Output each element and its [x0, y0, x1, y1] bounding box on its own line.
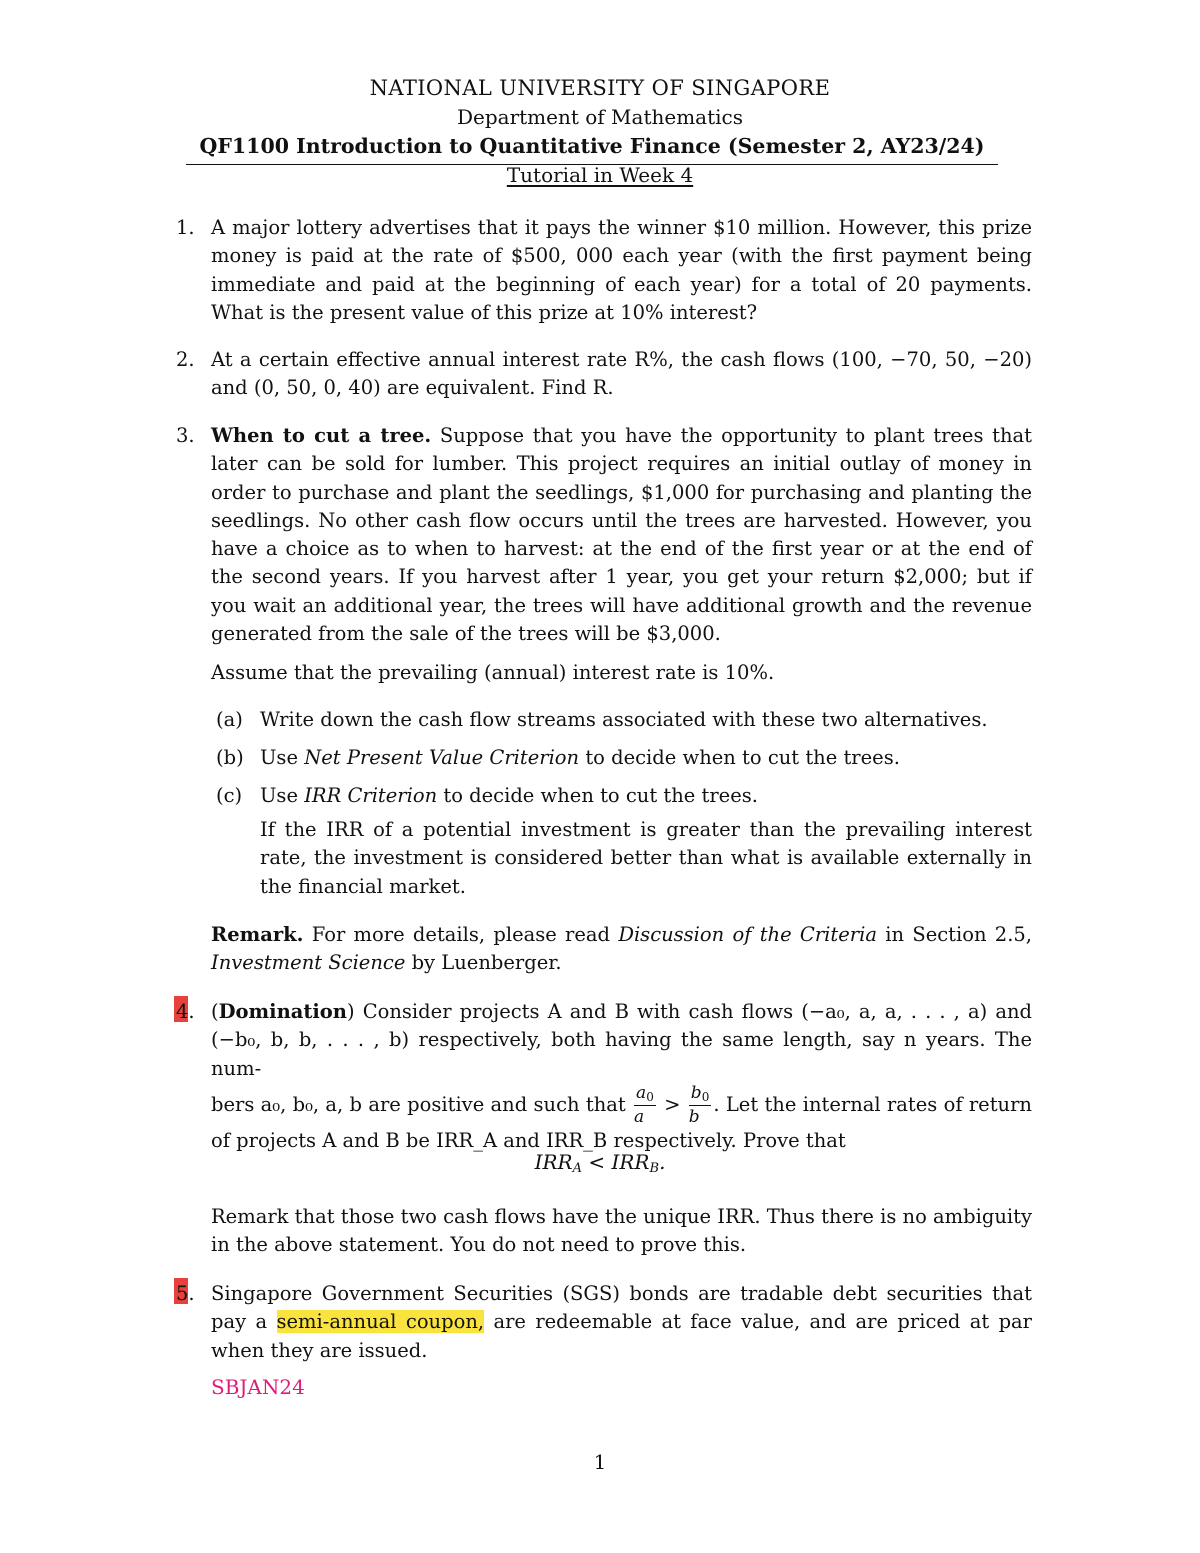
text-line: when they are issued. — [211, 1338, 428, 1362]
fraction-b0-over-b — [688, 1082, 712, 1127]
question-3 — [176, 422, 1032, 648]
text-fragment: pay a — [211, 1310, 268, 1334]
subquestion-b — [216, 744, 1032, 772]
text-line: seedlings. No other cash flow occurs until the trees are harvested. However, you — [211, 508, 1032, 532]
tutorial-title: Tutorial in Week 4 — [506, 163, 694, 187]
text-line: What is the present value of this prize at 10% interest? — [211, 300, 758, 324]
frac-numerator: a — [636, 1082, 647, 1103]
question-number — [176, 1280, 206, 1308]
section-title: Discussion of the Criteria — [618, 923, 877, 946]
question-number: 1. — [176, 216, 195, 239]
text-fragment: to decide when to cut the trees. — [579, 746, 900, 769]
text-line: order to purchase and plant the seedlings, $1,000 for purchasing and planting the — [211, 480, 1032, 504]
number-dot: . — [188, 1282, 195, 1305]
equation-term: IRR — [611, 1150, 650, 1174]
text-line: later can be sold for lumber. This project requires an initial outlay of money in — [211, 452, 1032, 476]
text-line — [211, 1083, 1032, 1127]
red-annotation-mark: 5 — [176, 1280, 188, 1308]
irr-note — [216, 816, 1032, 901]
criterion-name: IRR Criterion — [304, 784, 438, 807]
question-title: When to cut a tree. — [211, 424, 432, 447]
text-line: of projects A and B be IRR_A and IRR_B respectively. Prove that — [211, 1128, 846, 1152]
text-fragment: in Section 2.5, — [885, 923, 1033, 946]
text-fragment: Consider projects A and B with cash flows (−a₀, a, a, . . . , a) and — [362, 1000, 1032, 1023]
text-line: you wait an additional year, the trees will have additional growth and the revenue — [211, 593, 1032, 617]
question-title: Domination — [218, 1000, 347, 1023]
text-fragment: to decide when to cut the trees. — [437, 784, 758, 807]
frac-denominator: a — [634, 1106, 645, 1127]
text-line: generated from the sale of the trees will be $3,000. — [211, 622, 721, 646]
course-title-block — [186, 134, 998, 165]
frac-numerator: b — [690, 1082, 702, 1103]
text-line — [211, 422, 1032, 450]
university-name: NATIONAL UNIVERSITY OF SINGAPORE — [369, 76, 831, 100]
question-number — [176, 998, 206, 1026]
subquestion-a — [216, 706, 1032, 734]
text-line: money is paid at the rate of $500, 000 each year (with the first payment being — [211, 244, 1032, 268]
text-line: immediate and paid at the beginning of each year) for a total of 20 payments. — [211, 272, 1032, 296]
less-than: < — [588, 1150, 606, 1174]
fraction-a0-over-a — [634, 1082, 656, 1127]
text-line: A major lottery advertises that it pays the winner $10 million. However, this prize — [211, 216, 1032, 239]
text-line: At a certain effective annual interest rate R%, the cash flows (100, −70, 50, −20) — [211, 348, 1032, 371]
red-annotation-mark: 4 — [176, 998, 188, 1026]
text-line — [211, 921, 1032, 949]
greater-than: > — [664, 1092, 681, 1116]
remark-q3 — [176, 921, 1032, 978]
subquestion-label: (b) — [216, 746, 244, 769]
text-line: Assume that the prevailing (annual) interest rate is 10%. — [211, 661, 775, 684]
number-dot: . — [188, 1000, 195, 1023]
text-line: in the above statement. You do not need to prove this. — [211, 1233, 747, 1257]
question-number: 2. — [176, 348, 195, 371]
text-line: Remark that those two cash flows have the unique IRR. Thus there is no ambiguity — [211, 1205, 1032, 1228]
highlighted-text: semi-annual coupon, — [276, 1310, 485, 1334]
text-fragment: For more details, please read — [311, 923, 611, 946]
question-4 — [176, 998, 1032, 1155]
question-2 — [176, 346, 1032, 403]
text-line: If the IRR of a potential investment is greater than the prevailing interest — [260, 818, 1032, 841]
question-number: 3. — [176, 424, 195, 447]
frac-denominator: b — [688, 1106, 700, 1127]
remark-label: Remark. — [211, 923, 304, 946]
close-paren: ) — [346, 1000, 355, 1023]
subquestion-label: (a) — [216, 708, 243, 731]
subquestion-c — [216, 782, 1032, 810]
text-line: the second years. If you harvest after 1 year, you get your return $2,000; but if — [211, 565, 1032, 589]
subscript: 0 — [701, 1089, 710, 1104]
text-fragment: . Let the internal rates of return — [713, 1092, 1032, 1116]
open-paren: ( — [211, 1000, 219, 1023]
text-fragment: Use — [260, 746, 305, 769]
text-line — [211, 949, 1032, 977]
subscript: B — [649, 1161, 660, 1176]
book-title: Investment Science — [211, 951, 406, 975]
bond-code: SBJAN24 — [211, 1374, 305, 1399]
tutorial-heading — [0, 165, 1200, 185]
equation-period: . — [659, 1150, 666, 1174]
department-name: Department of Mathematics — [456, 105, 743, 129]
question-1 — [176, 214, 1032, 327]
text-fragment: Suppose that you have the opportunity to plant trees that — [439, 424, 1032, 447]
text-line — [211, 998, 1032, 1026]
equation-term: IRR — [534, 1150, 573, 1174]
text-line: (−b₀, b, b, . . . , b) respectively, both having the same length, say n years. The num- — [211, 1028, 1032, 1080]
question-5 — [176, 1280, 1032, 1401]
text-line: have a choice as to when to harvest: at the end of the first year or at the end of — [211, 537, 1032, 561]
text-fragment: are redeemable at face value, and are priced at par — [493, 1310, 1033, 1334]
text-line — [211, 1308, 1032, 1336]
equation-irr — [0, 1150, 1200, 1176]
assumption-line — [176, 659, 1032, 687]
criterion-name: Net Present Value Criterion — [304, 746, 580, 769]
text-fragment: by Luenberger. — [411, 951, 562, 975]
text-fragment: Write down the cash flow streams associated with these two alternatives. — [260, 708, 988, 731]
course-title: QF1100 Introduction to Quantitative Finance (Semester 2, AY23/24) — [199, 134, 985, 158]
remark-q4 — [176, 1203, 1032, 1260]
subquestion-label: (c) — [216, 784, 243, 807]
text-line: Singapore Government Securities (SGS) bonds are tradable debt securities that — [211, 1282, 1032, 1305]
text-line: and (0, 50, 0, 40) are equivalent. Find R. — [211, 376, 614, 400]
text-line: rate, the investment is considered better than what is available externally in — [260, 846, 1032, 870]
page-number: 1 — [593, 1450, 607, 1474]
text-fragment: Use — [260, 784, 305, 807]
subscript: A — [572, 1161, 582, 1176]
text-fragment: bers a₀, b₀, a, b are positive and such that — [211, 1092, 626, 1116]
subscript: 0 — [646, 1089, 654, 1104]
text-line: the financial market. — [260, 874, 466, 898]
